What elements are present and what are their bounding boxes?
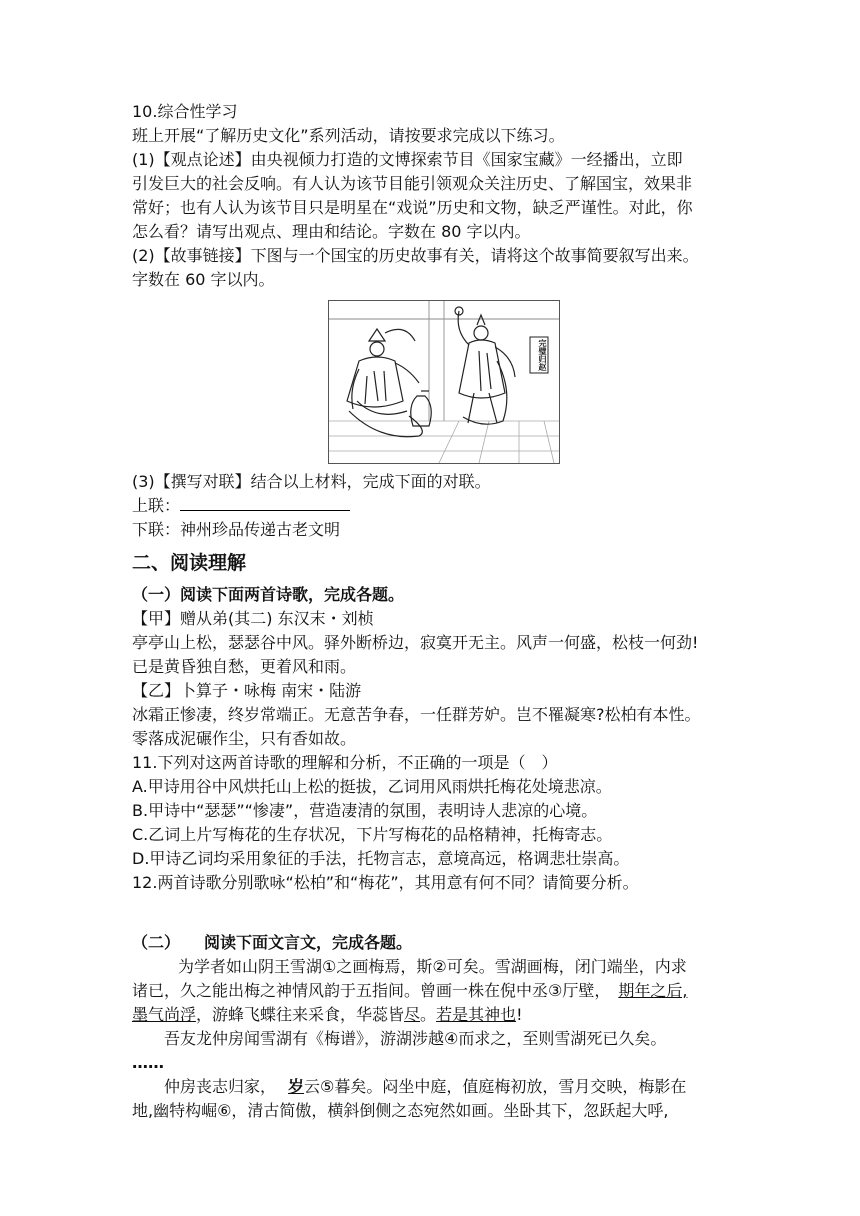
subsection-2-title-text: （二） 阅读下面文言文，完成各题。 — [132, 933, 413, 952]
passage-p2-text: 吾友龙仲房闻雪湖有《梅谱》，游湖涉越④而求之，至则雪湖死已久矣。 — [164, 1029, 667, 1048]
passage-p3-line-1 — [132, 1075, 732, 1099]
passage-p3-line-2: 地,幽特构崛⑥，清古简傲，横斜倒侧之态宛然如画。坐卧其下，忽跃起大呼, — [132, 1101, 669, 1120]
q10-title: 10.综合性学习 — [132, 102, 238, 121]
passage-p1-e: 。 — [420, 1005, 437, 1024]
illustration-drawing — [329, 301, 559, 463]
poem-jia-title: 【甲】赠从弟(其二) 东汉末・刘桢 — [132, 609, 374, 628]
passage-ellipsis: …… — [132, 1053, 164, 1072]
couplet-upper-label: 上联： — [132, 496, 181, 515]
q11-option-b: B.甲诗中“瑟瑟”“惨凄”，营造凄清的氛围，表明诗人悲凉的心境。 — [132, 801, 598, 820]
passage-p1-line-2 — [132, 979, 732, 1003]
passage-underline-3: 若是其神也 — [436, 1005, 517, 1024]
poem-jia-line-1: 亭亭山上松，瑟瑟谷中风。驿外断桥边，寂寞开无主。风声一何盛，松枝一何劲! — [132, 633, 699, 652]
question-12: 12.两首诗歌分别歌咏“松柏”和“梅花”，其用意有何不同？请简要分析。 — [132, 873, 639, 892]
q10-part3: (3)【撰写对联】结合以上材料，完成下面的对联。 — [132, 472, 491, 491]
passage-p1-line-1 — [132, 955, 732, 979]
q10-intro: 班上开展“了解历史文化”系列活动，请按要求完成以下练习。 — [132, 126, 565, 145]
passage-underline-2: 墨气尚浮 — [132, 1005, 197, 1024]
q10-part1-line-3: 常好；也有人认为该节目只是明星在“戏说”历史和文物，缺乏严谨性。对此，你 — [132, 198, 693, 217]
passage-underline-sui: 岁 — [288, 1077, 305, 1096]
poem-jia-line-2: 已是黄昏独自愁，更着风和雨。 — [132, 657, 357, 676]
passage-p3-b: 云⑤暮矣。闷坐中庭，值庭梅初放，雪月交映，梅影在 — [304, 1077, 687, 1096]
passage-p2 — [132, 1027, 732, 1051]
passage-p1-a: 为学者如山阴王雪湖①之画梅焉，斯②可矣。雪湖画梅，闭门端坐，内求 — [178, 957, 687, 976]
passage-p1-line-3 — [132, 1003, 732, 1027]
poem-yi-line-2: 零落成泥碾作尘，只有香如故。 — [132, 729, 357, 748]
q11-option-a: A.甲诗用谷中风烘托山上松的挺拔，乙词用风雨烘托梅花处境悲凉。 — [132, 777, 612, 796]
couplet-upper-blank[interactable] — [180, 495, 350, 511]
answer-space — [132, 895, 732, 931]
poem-yi-title: 【乙】卜算子・咏梅 南宋・陆游 — [132, 681, 362, 700]
question-11: 11.下列对这两首诗歌的理解和分析，不正确的一项是（ ） — [132, 753, 558, 772]
q10-part2-line-2: 字数在 60 字以内。 — [132, 270, 275, 289]
subsection-1-title: （一）阅读下面两首诗歌，完成各题。 — [132, 585, 405, 604]
section-2-title: 二、阅读理解 — [132, 552, 247, 574]
q10-part1-line-4: 怎么看？请写出观点、理由和结论。字数在 80 字以内。 — [132, 222, 531, 241]
q10-part2-line-1: (2)【故事链接】下图与一个国宝的历史故事有关，请将这个故事简要叙写出来。 — [132, 246, 699, 265]
couplet-upper — [132, 494, 732, 518]
passage-p1-b: 诸已，久之能出梅之神情风韵于五指间。曾画一株在倪中丞③厅壁， — [132, 981, 611, 1000]
poem-yi-line-1: 冰霜正惨凄，终岁常端正。无意苦争春，一任群芳妒。岂不罹凝寒?松柏有本性。 — [132, 705, 701, 724]
q10-part1-line-1: (1)【观点论述】由央视倾力打造的文博探索节目《国家宝藏》一经播出，立即 — [132, 150, 683, 169]
subsection-2-title — [132, 931, 732, 955]
q10-part1-line-2: 引发巨大的社会反响。有人认为该节目能引领观众关注历史、了解国宝，效果非 — [132, 174, 693, 193]
q11-option-c: C.乙词上片写梅花的生存状况，下片写梅花的品格精神，托梅寄志。 — [132, 825, 613, 844]
passage-p1-c: ，游蜂飞蝶往来采食，华蕊皆 — [196, 1005, 405, 1024]
couplet-lower: 下联：神州珍品传递古老文明 — [132, 520, 341, 539]
q11-option-d: D.甲诗乙词均采用象征的手法，托物言志，意境高远，格调悲壮崇高。 — [132, 849, 630, 868]
passage-underline-1: 期年之后, — [618, 981, 688, 1000]
passage-underline-jin: 尽 — [404, 1005, 421, 1024]
passage-p1-f: ! — [516, 1005, 523, 1024]
document-page — [132, 100, 732, 1123]
passage-p3-a: 仲房丧志归家， — [164, 1077, 277, 1096]
illustration-caption: 完璧归赵 — [538, 339, 547, 371]
story-illustration — [328, 300, 560, 464]
